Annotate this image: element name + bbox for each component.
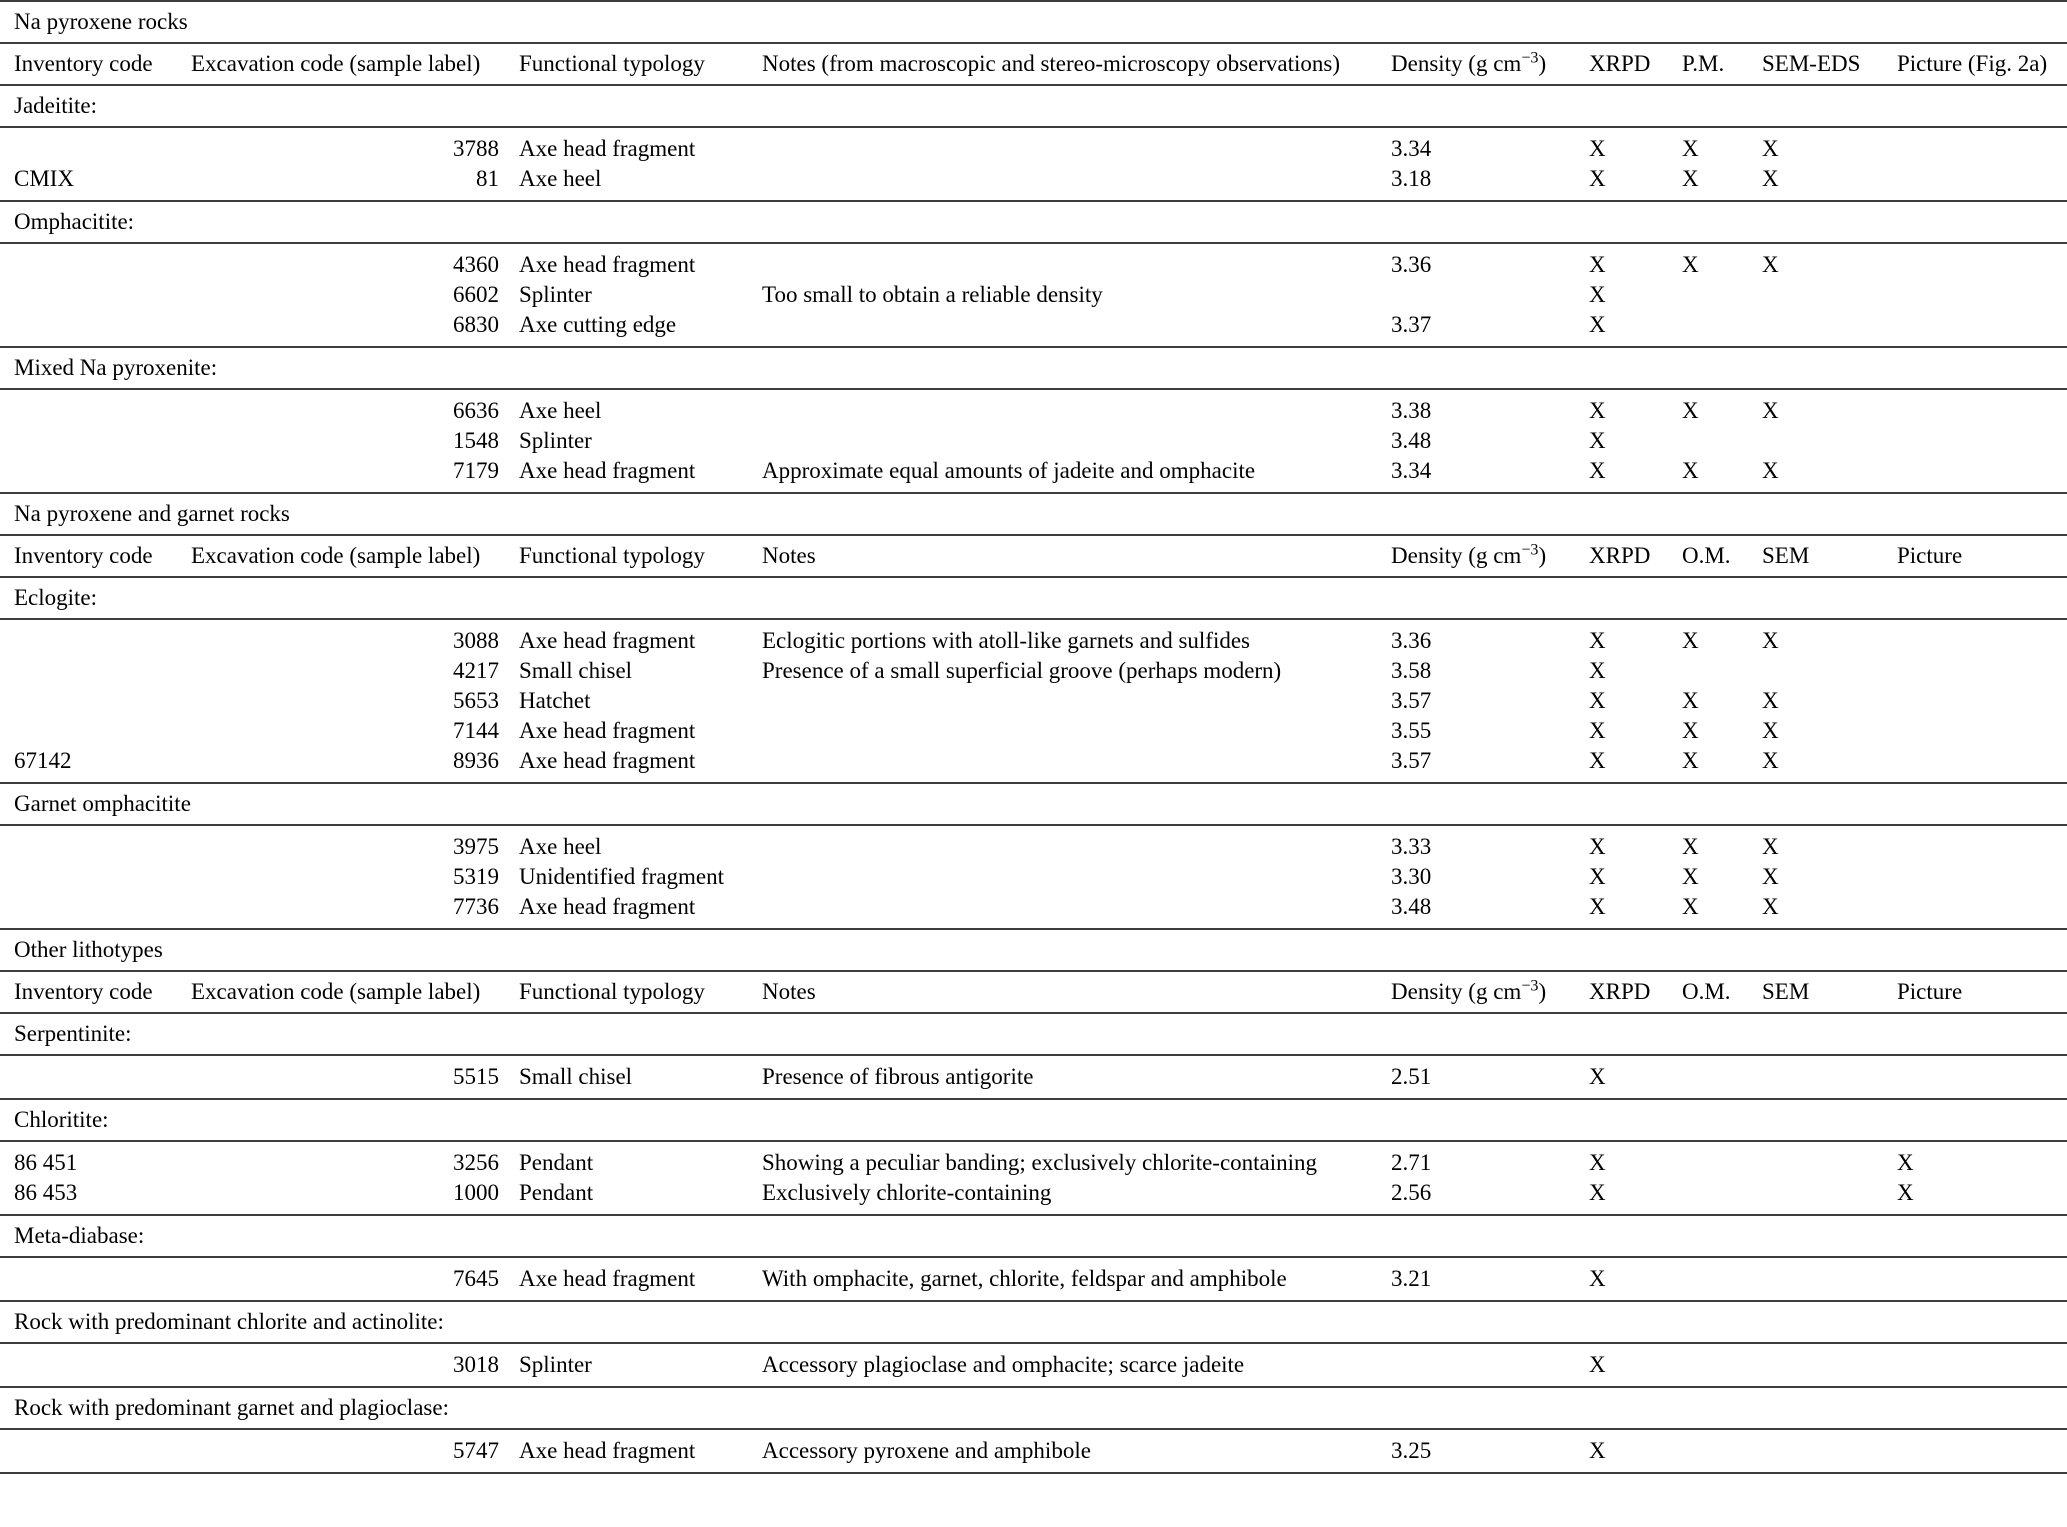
- pm-om-mark-cell: X: [1672, 164, 1752, 201]
- inventory-code-cell: [0, 716, 180, 746]
- sample-row: [0, 280, 2067, 310]
- excavation-code-cell: 3088: [453, 628, 499, 653]
- notes-cell: [750, 389, 1380, 426]
- notes-cell: [750, 716, 1380, 746]
- pm-om-mark-cell: [1672, 426, 1752, 456]
- excavation-code-cell: 7645: [180, 1257, 505, 1301]
- excavation-code-cell: 4217: [453, 658, 499, 683]
- picture-mark-cell: [1887, 1055, 2067, 1099]
- picture-mark-cell: [1887, 1343, 2067, 1387]
- picture-mark-cell: [1887, 716, 2067, 746]
- picture-mark-cell: [1887, 426, 2067, 456]
- pm-om-mark-cell: X: [1682, 398, 1699, 423]
- picture-mark-cell: [1887, 456, 2067, 493]
- inventory-code-cell: [0, 656, 180, 686]
- density-header: [1380, 535, 1580, 577]
- functional-typology-cell: Axe heel: [505, 164, 750, 201]
- functional-typology-cell: Unidentified fragment: [519, 864, 725, 889]
- sample-row: [0, 1141, 2067, 1178]
- pm-om-mark-cell: X: [1672, 892, 1752, 929]
- sem-mark-cell: [1752, 1178, 1887, 1215]
- notes-cell: [750, 825, 1380, 862]
- picture-mark-cell: [1887, 686, 2067, 716]
- sem-header: SEM-EDS: [1752, 43, 1887, 85]
- xrpd-mark-cell: X: [1580, 456, 1672, 493]
- functional-typology-cell: Splinter: [519, 428, 592, 453]
- inventory-code-cell: [0, 1257, 180, 1301]
- functional-typology-cell: Axe head fragment: [505, 1257, 750, 1301]
- section-row: [0, 493, 2067, 535]
- sample-row: [0, 1257, 2067, 1301]
- functional-typology-header: Functional typology: [505, 971, 750, 1013]
- xrpd-mark-cell: X: [1589, 428, 1606, 453]
- excavation-code-cell: 3256: [453, 1150, 499, 1175]
- density-cell: 3.48: [1380, 892, 1580, 929]
- xrpd-header: XRPD: [1580, 43, 1672, 85]
- functional-typology-cell: Splinter: [505, 1343, 750, 1387]
- xrpd-mark-cell: X: [1580, 1055, 1672, 1099]
- functional-typology-cell: Axe head fragment: [505, 746, 750, 783]
- table-body: [0, 1, 2067, 1473]
- sample-row: [0, 1178, 2067, 1215]
- column-header-row: [0, 535, 2067, 577]
- inventory-code-cell: [0, 686, 180, 716]
- excavation-code-cell: 4360: [453, 252, 499, 277]
- notes-cell: With omphacite, garnet, chlorite, feldspar and amphibole: [750, 1257, 1380, 1301]
- picture-header: Picture: [1887, 971, 2067, 1013]
- inventory-code-cell: [0, 280, 180, 310]
- picture-mark-cell: [1887, 825, 2067, 862]
- pm-om-mark-cell: X: [1682, 718, 1699, 743]
- xrpd-mark-cell: X: [1580, 310, 1672, 347]
- pm-om-header: O.M.: [1672, 535, 1752, 577]
- excavation-code-cell: 8936: [180, 746, 505, 783]
- functional-typology-cell: Axe head fragment: [519, 628, 696, 653]
- lithotype-label: Jadeitite:: [0, 85, 2067, 127]
- functional-typology-cell: Hatchet: [519, 688, 591, 713]
- excavation-code-cell: 5747: [180, 1429, 505, 1473]
- xrpd-mark-cell: X: [1580, 746, 1672, 783]
- density-unit-text: Density (g cm: [1391, 979, 1522, 1004]
- lithotype-label: Meta-diabase:: [0, 1215, 2067, 1257]
- xrpd-mark-cell: X: [1589, 834, 1606, 859]
- pm-om-mark-cell: [1672, 1343, 1752, 1387]
- lithotype-group-row: [0, 1215, 2067, 1257]
- notes-cell: Accessory pyroxene and amphibole: [750, 1429, 1380, 1473]
- column-header-row: [0, 43, 2067, 85]
- lithotype-group-row: [0, 783, 2067, 825]
- superscript-exponent: −3: [1521, 49, 1539, 67]
- pm-om-mark-cell: [1672, 656, 1752, 686]
- pm-om-mark-cell: X: [1682, 136, 1699, 161]
- excavation-code-cell: 6830: [180, 310, 505, 347]
- functional-typology-cell: Axe heel: [519, 834, 602, 859]
- section-title: Other lithotypes: [0, 929, 2067, 971]
- column-header-row: [0, 971, 2067, 1013]
- density-cell: 3.36: [1391, 628, 1432, 653]
- pm-om-mark-cell: [1672, 1141, 1752, 1178]
- sem-mark-cell: X: [1762, 834, 1779, 859]
- functional-typology-cell: Axe head fragment: [519, 252, 696, 277]
- lithotype-group-row: [0, 85, 2067, 127]
- superscript-exponent: −3: [1521, 541, 1539, 559]
- sem-mark-cell: [1752, 656, 1887, 686]
- notes-cell: [750, 310, 1380, 347]
- functional-typology-cell: Small chisel: [505, 1055, 750, 1099]
- inventory-code-cell: [0, 127, 180, 164]
- notes-cell: Exclusively chlorite-containing: [750, 1178, 1380, 1215]
- section-title: Na pyroxene rocks: [0, 1, 2067, 43]
- notes-cell: Presence of fibrous antigorite: [750, 1055, 1380, 1099]
- notes-header: Notes: [750, 535, 1380, 577]
- picture-header: Picture (Fig. 2a): [1887, 43, 2067, 85]
- sem-mark-cell: X: [1762, 398, 1779, 423]
- excavation-code-cell: 5319: [453, 864, 499, 889]
- functional-typology-cell: Pendant: [505, 1178, 750, 1215]
- picture-mark-cell: [1887, 389, 2067, 426]
- functional-typology-cell: Axe heel: [519, 398, 602, 423]
- sem-mark-cell: [1752, 1343, 1887, 1387]
- picture-header: Picture: [1887, 535, 2067, 577]
- inventory-code-cell: 67142: [0, 746, 180, 783]
- sample-row: [0, 825, 2067, 862]
- picture-mark-cell: [1887, 127, 2067, 164]
- sem-mark-cell: [1752, 1141, 1887, 1178]
- xrpd-header: XRPD: [1580, 535, 1672, 577]
- xrpd-mark-cell: X: [1589, 282, 1606, 307]
- lithotype-group-row: [0, 201, 2067, 243]
- density-header: [1380, 971, 1580, 1013]
- density-unit-close: ): [1538, 51, 1547, 76]
- xrpd-mark-cell: X: [1589, 628, 1606, 653]
- notes-cell: [750, 892, 1380, 929]
- density-cell: 3.38: [1391, 398, 1432, 423]
- functional-typology-cell: Splinter: [519, 282, 592, 307]
- sem-header: SEM: [1752, 971, 1887, 1013]
- density-cell: 3.37: [1380, 310, 1580, 347]
- picture-mark-cell: [1887, 619, 2067, 656]
- picture-mark-cell: [1887, 656, 2067, 686]
- notes-cell: [750, 164, 1380, 201]
- sem-mark-cell: [1752, 1429, 1887, 1473]
- sem-mark-cell: X: [1762, 628, 1779, 653]
- superscript-exponent: −3: [1521, 977, 1539, 995]
- inventory-code-cell: 86 451: [14, 1150, 78, 1175]
- excavation-code-cell: 5653: [453, 688, 499, 713]
- picture-mark-cell: [1887, 164, 2067, 201]
- inventory-code-cell: [0, 825, 180, 862]
- functional-typology-cell: Small chisel: [519, 658, 633, 683]
- notes-cell: Accessory plagioclase and omphacite; scarce jadeite: [750, 1343, 1380, 1387]
- functional-typology-cell: Axe head fragment: [505, 456, 750, 493]
- picture-mark-cell: [1887, 280, 2067, 310]
- sample-row: [0, 310, 2067, 347]
- xrpd-mark-cell: X: [1589, 688, 1606, 713]
- xrpd-mark-cell: X: [1580, 892, 1672, 929]
- notes-cell: Approximate equal amounts of jadeite and omphacite: [750, 456, 1380, 493]
- notes-cell: [750, 746, 1380, 783]
- density-cell: 3.18: [1380, 164, 1580, 201]
- functional-typology-header: Functional typology: [505, 535, 750, 577]
- density-cell: 3.55: [1391, 718, 1432, 743]
- density-header: [1380, 43, 1580, 85]
- sem-mark-cell: X: [1752, 164, 1887, 201]
- density-cell: 3.21: [1380, 1257, 1580, 1301]
- sample-row: [0, 686, 2067, 716]
- inventory-code-cell: [0, 243, 180, 280]
- sem-mark-cell: X: [1762, 252, 1779, 277]
- functional-typology-cell: Pendant: [519, 1150, 594, 1175]
- density-unit-close: ): [1538, 543, 1547, 568]
- pm-om-mark-cell: X: [1672, 746, 1752, 783]
- density-unit-close: ): [1538, 979, 1547, 1004]
- sample-row: [0, 164, 2067, 201]
- sample-row: [0, 127, 2067, 164]
- pm-om-mark-cell: [1672, 1429, 1752, 1473]
- sample-row: [0, 892, 2067, 929]
- excavation-code-cell: 6636: [453, 398, 499, 423]
- density-cell: 3.48: [1391, 428, 1432, 453]
- excavation-code-cell: 81: [180, 164, 505, 201]
- sem-mark-cell: X: [1762, 718, 1779, 743]
- xrpd-header: XRPD: [1580, 971, 1672, 1013]
- density-cell: 3.34: [1380, 456, 1580, 493]
- xrpd-mark-cell: X: [1580, 1178, 1672, 1215]
- pm-om-mark-cell: X: [1682, 688, 1699, 713]
- density-cell: 2.51: [1380, 1055, 1580, 1099]
- notes-cell: [750, 426, 1380, 456]
- picture-mark-cell: [1887, 892, 2067, 929]
- notes-cell: [750, 862, 1380, 892]
- lithotype-group-row: [0, 1013, 2067, 1055]
- excavation-code-cell: 1000: [180, 1178, 505, 1215]
- sample-row: [0, 1343, 2067, 1387]
- functional-typology-cell: Axe head fragment: [505, 892, 750, 929]
- lithotype-group-row: [0, 577, 2067, 619]
- xrpd-mark-cell: X: [1589, 136, 1606, 161]
- lithotype-label: Serpentinite:: [0, 1013, 2067, 1055]
- picture-mark-cell: [1887, 862, 2067, 892]
- inventory-code-cell: [0, 862, 180, 892]
- notes-cell: Too small to obtain a reliable density: [762, 282, 1103, 307]
- picture-mark-cell: [1887, 1429, 2067, 1473]
- sem-mark-cell: X: [1752, 892, 1887, 929]
- inventory-code-header: Inventory code: [0, 535, 180, 577]
- pm-om-mark-cell: X: [1682, 834, 1699, 859]
- sample-row: [0, 746, 2067, 783]
- excavation-code-cell: 5515: [180, 1055, 505, 1099]
- density-cell: [1380, 1343, 1580, 1387]
- inventory-code-cell: [0, 1055, 180, 1099]
- picture-mark-cell: [1887, 1257, 2067, 1301]
- lithotype-group-row: [0, 1301, 2067, 1343]
- density-cell: 3.25: [1380, 1429, 1580, 1473]
- sem-mark-cell: X: [1752, 456, 1887, 493]
- sem-mark-cell: X: [1762, 864, 1779, 889]
- lithotype-label: Rock with predominant garnet and plagioclase:: [0, 1387, 2067, 1429]
- sem-mark-cell: [1752, 1055, 1887, 1099]
- sample-row: [0, 862, 2067, 892]
- excavation-code-cell: 7144: [453, 718, 499, 743]
- excavation-code-header: Excavation code (sample label): [180, 43, 505, 85]
- functional-typology-cell: Axe head fragment: [505, 1429, 750, 1473]
- density-cell: 2.71: [1391, 1150, 1432, 1175]
- pm-om-header: O.M.: [1672, 971, 1752, 1013]
- functional-typology-cell: Axe head fragment: [519, 136, 696, 161]
- density-cell: [1380, 280, 1580, 310]
- functional-typology-cell: Axe cutting edge: [505, 310, 750, 347]
- picture-mark-cell: [1887, 746, 2067, 783]
- lithotype-group-row: [0, 1387, 2067, 1429]
- lithotype-group-row: [0, 1099, 2067, 1141]
- xrpd-mark-cell: X: [1580, 1257, 1672, 1301]
- notes-cell: [750, 686, 1380, 716]
- density-cell: 3.30: [1391, 864, 1432, 889]
- pm-om-mark-cell: [1672, 280, 1752, 310]
- lithotype-label: Rock with predominant chlorite and actinolite:: [0, 1301, 2067, 1343]
- excavation-code-cell: 3975: [453, 834, 499, 859]
- excavation-code-cell: 7179: [180, 456, 505, 493]
- sample-row: [0, 656, 2067, 686]
- inventory-code-header: Inventory code: [0, 43, 180, 85]
- picture-mark-cell: X: [1887, 1178, 2067, 1215]
- inventory-code-cell: [0, 1343, 180, 1387]
- excavation-code-cell: 6602: [453, 282, 499, 307]
- inventory-code-cell: 86 453: [0, 1178, 180, 1215]
- sample-row: [0, 716, 2067, 746]
- sample-row: [0, 389, 2067, 426]
- density-cell: 2.56: [1380, 1178, 1580, 1215]
- lithotype-group-row: [0, 347, 2067, 389]
- xrpd-mark-cell: X: [1580, 164, 1672, 201]
- lithotype-label: Eclogite:: [0, 577, 2067, 619]
- excavation-code-header: Excavation code (sample label): [180, 971, 505, 1013]
- section-title: Na pyroxene and garnet rocks: [0, 493, 2067, 535]
- pm-om-mark-cell: [1672, 1178, 1752, 1215]
- notes-header: Notes: [750, 971, 1380, 1013]
- density-cell: 3.34: [1391, 136, 1432, 161]
- inventory-code-cell: [0, 892, 180, 929]
- lithotype-label: Omphacitite:: [0, 201, 2067, 243]
- excavation-code-cell: 7736: [180, 892, 505, 929]
- density-unit-text: Density (g cm: [1391, 51, 1522, 76]
- xrpd-mark-cell: X: [1580, 1429, 1672, 1473]
- sem-mark-cell: X: [1752, 746, 1887, 783]
- picture-mark-cell: [1887, 243, 2067, 280]
- notes-cell: [750, 127, 1380, 164]
- pm-om-mark-cell: X: [1682, 628, 1699, 653]
- notes-cell: [750, 243, 1380, 280]
- notes-cell: Eclogitic portions with atoll-like garnets and sulfides: [762, 628, 1251, 653]
- density-cell: 3.57: [1391, 688, 1432, 713]
- sample-row: [0, 1429, 2067, 1473]
- inventory-code-header: Inventory code: [0, 971, 180, 1013]
- inventory-code-cell: [0, 1429, 180, 1473]
- sem-mark-cell: [1752, 280, 1887, 310]
- functional-typology-cell: Axe head fragment: [519, 718, 696, 743]
- inventory-code-cell: [0, 426, 180, 456]
- functional-typology-header: Functional typology: [505, 43, 750, 85]
- xrpd-mark-cell: X: [1589, 864, 1606, 889]
- notes-cell: Showing a peculiar banding; exclusively chlorite-containing: [762, 1150, 1318, 1175]
- inventory-code-cell: CMIX: [0, 164, 180, 201]
- sample-row: [0, 456, 2067, 493]
- sample-row: [0, 426, 2067, 456]
- xrpd-mark-cell: X: [1589, 398, 1606, 423]
- sem-mark-cell: X: [1762, 688, 1779, 713]
- excavation-code-cell: 3788: [453, 136, 499, 161]
- sem-mark-cell: X: [1762, 136, 1779, 161]
- xrpd-mark-cell: X: [1589, 718, 1606, 743]
- lithotype-label: Garnet omphacitite: [0, 783, 2067, 825]
- sem-mark-cell: [1752, 1257, 1887, 1301]
- section-row: [0, 1, 2067, 43]
- xrpd-mark-cell: X: [1589, 1150, 1606, 1175]
- sample-row: [0, 1055, 2067, 1099]
- inventory-code-cell: [0, 389, 180, 426]
- xrpd-mark-cell: X: [1589, 252, 1606, 277]
- section-row: [0, 929, 2067, 971]
- excavation-code-header: Excavation code (sample label): [180, 535, 505, 577]
- pm-om-mark-cell: X: [1682, 864, 1699, 889]
- inventory-code-cell: [0, 456, 180, 493]
- pm-om-mark-cell: [1672, 310, 1752, 347]
- sem-mark-cell: [1752, 310, 1887, 347]
- lithotype-label: Mixed Na pyroxenite:: [0, 347, 2067, 389]
- excavation-code-cell: 1548: [453, 428, 499, 453]
- pm-om-header: P.M.: [1672, 43, 1752, 85]
- density-unit-text: Density (g cm: [1391, 543, 1522, 568]
- picture-mark-cell: [1887, 310, 2067, 347]
- density-cell: 3.33: [1391, 834, 1432, 859]
- xrpd-mark-cell: X: [1589, 658, 1606, 683]
- picture-mark-cell: X: [1897, 1150, 1914, 1175]
- pm-om-mark-cell: [1672, 1257, 1752, 1301]
- density-cell: 3.58: [1391, 658, 1432, 683]
- inventory-code-cell: [0, 310, 180, 347]
- density-cell: 3.36: [1391, 252, 1432, 277]
- sample-row: [0, 243, 2067, 280]
- notes-cell: Presence of a small superficial groove (perhaps modern): [762, 658, 1282, 683]
- pm-om-mark-cell: X: [1682, 252, 1699, 277]
- excavation-code-cell: 3018: [180, 1343, 505, 1387]
- notes-header: Notes (from macroscopic and stereo-microscopy observations): [750, 43, 1380, 85]
- xrpd-mark-cell: X: [1580, 1343, 1672, 1387]
- sem-mark-cell: [1752, 426, 1887, 456]
- pm-om-mark-cell: [1672, 1055, 1752, 1099]
- sample-row: [0, 619, 2067, 656]
- pm-om-mark-cell: X: [1672, 456, 1752, 493]
- lithotype-label: Chloritite:: [0, 1099, 2067, 1141]
- density-cell: 3.57: [1380, 746, 1580, 783]
- inventory-code-cell: [0, 619, 180, 656]
- sem-header: SEM: [1752, 535, 1887, 577]
